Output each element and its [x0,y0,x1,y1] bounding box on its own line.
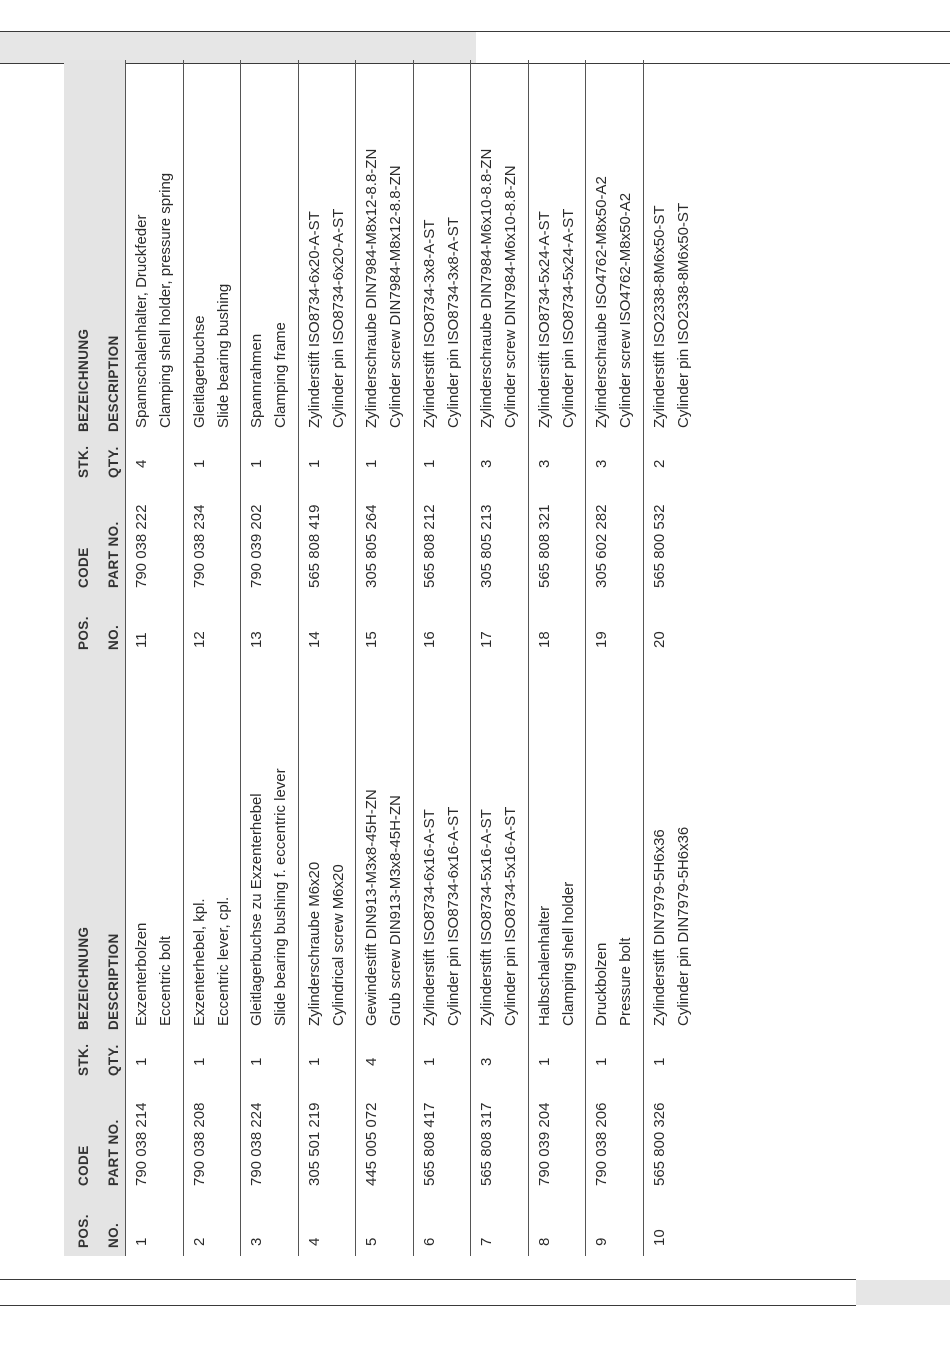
header-no: NO. [106,1222,121,1248]
description-english: Cylinder pin DIN7979-5H6x36 [674,826,692,1026]
pos-number: 8 [535,1237,553,1246]
quantity: 1 [650,1057,668,1066]
description [533,209,581,428]
header-pos: POS. [76,1214,91,1248]
table-row [298,60,356,658]
pos-number: 16 [420,631,438,648]
description-german: Zylinderschraube DIN7984-M8x12-8.8-ZN [363,148,380,428]
header-description: DESCRIPTION [106,335,121,432]
pos-number: 19 [593,631,610,648]
table-row [528,60,586,658]
header-qty: QTY. [106,1044,121,1076]
quantity: 3 [593,459,610,468]
table-row [585,60,643,658]
header-description: DESCRIPTION [106,933,121,1030]
part-number: 790 039 204 [535,1102,553,1186]
pos-number: 20 [650,631,668,648]
part-number: 445 005 072 [363,1102,380,1186]
parts-table-left [64,658,700,1256]
part-number: 565 808 317 [478,1102,495,1186]
description-german: Spannschalenhalter, Druckfeder [133,214,150,428]
description-english: Cylinder pin ISO8734-6x20-A-ST [329,208,347,428]
pos-number: 13 [248,631,265,648]
description [245,768,293,1026]
table-row [240,658,298,1256]
table-row [470,658,528,1256]
pos-number: 9 [593,1237,610,1246]
bottom-rule-lower [0,1305,856,1306]
part-number: 565 808 321 [535,504,553,588]
table-row [585,658,643,1256]
part-number: 790 038 208 [190,1102,208,1186]
description-english: Cylinder screw DIN7984-M6x10-8.8-ZN [502,165,519,428]
description-english: Grub screw DIN913-M3x8-45H-ZN [387,795,404,1026]
quantity: 1 [305,459,323,468]
description-english: Pressure bolt [617,937,634,1026]
description-english: Eccentric lever, cpl. [214,896,232,1026]
description-german: Gleitlagerbuchse [190,315,208,428]
description [360,149,408,428]
pos-number: 4 [305,1237,323,1246]
table-row [528,658,586,1256]
pos-number: 17 [478,631,495,648]
description-english: Cylinder pin ISO8734-5x16-A-ST [502,806,519,1026]
quantity: 1 [248,1057,265,1066]
quantity: 1 [248,459,265,468]
header-bezeichnung: BEZEICHNUNG [76,926,91,1030]
header-code: CODE [76,547,91,588]
footer-band [856,1280,950,1305]
part-number: 305 805 264 [363,504,380,588]
header-part-no: PART NO. [106,521,121,588]
quantity: 2 [650,459,668,468]
header-qty: QTY. [106,446,121,478]
header-bezeichnung: BEZEICHNUNG [76,328,91,432]
description [303,862,351,1026]
part-number: 565 800 532 [650,504,668,588]
part-number: 790 038 222 [133,504,150,588]
description-english: Clamping frame [272,322,289,428]
table-row [125,658,183,1256]
pos-number: 14 [305,631,323,648]
table-header [64,658,125,1256]
quantity: 1 [535,1057,553,1066]
pos-number: 10 [650,1229,668,1246]
description [533,882,581,1026]
pos-number: 6 [420,1237,438,1246]
quantity: 1 [363,459,380,468]
description [188,284,236,428]
quantity: 3 [478,459,495,468]
quantity: 1 [190,459,208,468]
pos-number: 2 [190,1237,208,1246]
description [475,149,523,428]
description-english: Slide bearing bushing [214,283,232,428]
header-band [0,32,476,63]
quantity: 1 [133,1057,150,1066]
description-german: Zylinderstift ISO8734-6x20-A-ST [305,211,323,428]
part-number: 790 038 214 [133,1102,150,1186]
description [245,322,293,428]
table-row [413,60,471,658]
pos-number: 12 [190,631,208,648]
quantity: 1 [190,1057,208,1066]
part-number: 565 800 326 [650,1102,668,1186]
part-number: 790 038 206 [593,1102,610,1186]
table-row [298,658,356,1256]
description-german: Zylinderstift ISO2338-8M6x50-ST [650,205,668,428]
description-german: Zylinderschraube ISO4762-M8x50-A2 [593,176,610,428]
parts-list [64,60,700,1256]
description [475,807,523,1026]
header-code: CODE [76,1145,91,1186]
description-english: Slide bearing bushing f. eccentric lever [272,768,289,1026]
description [130,173,178,428]
description-german: Zylinderschraube M6x20 [305,861,323,1026]
pos-number: 18 [535,631,553,648]
part-number: 790 038 224 [248,1102,265,1186]
description [360,789,408,1026]
description-german: Zylinderstift ISO8734-5x16-A-ST [478,809,495,1026]
header-pos: POS. [76,616,91,650]
description [590,176,638,428]
description-german: Druckbolzen [593,942,610,1026]
description-german: Zylinderstift ISO8734-3x8-A-ST [420,219,438,428]
part-number: 305 501 219 [305,1102,323,1186]
table-row [355,658,413,1256]
description [188,897,236,1026]
description [303,209,351,428]
description-english: Cylindrical screw M6x20 [329,864,347,1026]
description-english: Clamping shell holder [559,881,577,1026]
quantity: 1 [420,1057,438,1066]
description [418,217,466,428]
table-row [470,60,528,658]
table-row [643,60,701,658]
description [648,203,696,428]
table-row [125,60,183,658]
description-english: Cylinder pin ISO8734-3x8-A-ST [444,217,462,428]
pos-number: 15 [363,631,380,648]
description-english: Clamping shell holder, pressure spring [157,172,174,428]
header-part-no: PART NO. [106,1119,121,1186]
quantity: 3 [478,1057,495,1066]
description-german: Zylinderstift ISO8734-6x16-A-ST [420,809,438,1026]
description [590,938,638,1026]
quantity: 1 [305,1057,323,1066]
pos-number: 3 [248,1237,265,1246]
part-number: 305 602 282 [593,504,610,588]
description-german: Exzenterbolzen [133,922,150,1026]
header-no: NO. [106,624,121,650]
description-english: Cylinder pin ISO8734-5x24-A-ST [559,208,577,428]
quantity: 1 [420,459,438,468]
quantity: 3 [535,459,553,468]
table-row [413,658,471,1256]
pos-number: 11 [133,632,150,648]
part-number: 305 805 213 [478,504,495,588]
table-row [183,658,241,1256]
parts-table-right [64,60,700,658]
table-row [643,658,701,1256]
description-english: Cylinder pin ISO8734-6x16-A-ST [444,806,462,1026]
part-number: 565 808 417 [420,1102,438,1186]
description-german: Zylinderstift DIN7979-5H6x36 [650,829,668,1026]
description-english: Cylinder screw DIN7984-M8x12-8.8-ZN [387,165,404,428]
pos-number: 5 [363,1237,380,1246]
description-german: Zylinderstift ISO8734-5x24-A-ST [535,211,553,428]
description [648,827,696,1026]
description-german: Exzenterhebel, kpl. [190,898,208,1026]
quantity: 4 [133,459,150,468]
description-german: Gewindestift DIN913-M3x8-45H-ZN [363,789,380,1026]
description [130,923,178,1026]
table-header [64,60,125,658]
pos-number: 1 [133,1237,150,1246]
part-number: 565 808 419 [305,504,323,588]
description-german: Spannrahmen [248,333,265,428]
header-stk: STK. [76,445,91,478]
table-row [240,60,298,658]
description-german: Zylinderschraube DIN7984-M6x10-8.8-ZN [478,148,495,428]
table-row [355,60,413,658]
bottom-rule [0,1279,856,1280]
table-row [183,60,241,658]
description-english: Cylinder pin ISO2338-8M6x50-ST [674,202,692,428]
description-english: Cylinder screw ISO4762-M8x50-A2 [617,192,634,428]
quantity: 4 [363,1057,380,1066]
quantity: 1 [593,1057,610,1066]
pos-number: 7 [478,1237,495,1246]
description-german: Halbschalenhalter [535,905,553,1026]
part-number: 790 038 234 [190,504,208,588]
description-german: Gleitlagerbuchse zu Exzenterhebel [248,793,265,1026]
part-number: 790 039 202 [248,504,265,588]
description [418,807,466,1026]
part-number: 565 808 212 [420,504,438,588]
description-english: Eccentric bolt [157,935,174,1026]
header-stk: STK. [76,1043,91,1076]
